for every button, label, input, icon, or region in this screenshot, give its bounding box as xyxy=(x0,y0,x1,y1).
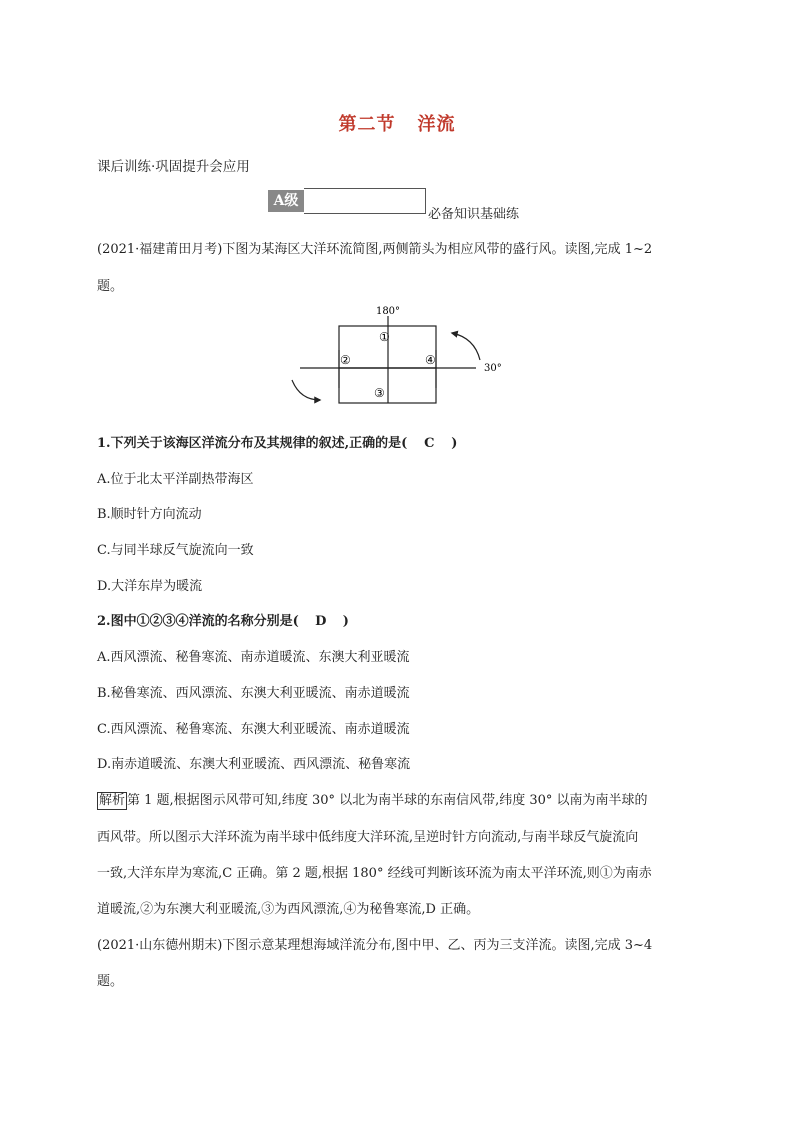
question-2 xyxy=(97,610,349,629)
intro1-line2: 题。 xyxy=(97,279,124,294)
label-180: 180° xyxy=(375,306,401,317)
q1-stem: 1.下列关于该海区洋流分布及其规律的叙述,正确的是( xyxy=(97,436,408,451)
q2-close: ) xyxy=(342,614,349,629)
ocean-circulation-diagram xyxy=(280,300,520,415)
trade-wind-arrow xyxy=(452,333,480,360)
subtitle: 课后训练·巩固提升会应用 xyxy=(97,159,250,175)
q2-answer: D xyxy=(315,614,327,629)
q2-stem: 2.图中①②③④洋流的名称分别是( xyxy=(97,614,299,629)
label-30: 30° xyxy=(484,363,502,374)
analysis-text1: 第 1 题,根据图示风带可知,纬度 30° 以北为南半球的东南信风带,纬度 30° 以南为南半球的 xyxy=(127,793,648,808)
title-section: 第二节 xyxy=(338,114,396,135)
intro2-line1: (2021·山东德州期末)下图示意某理想海域洋流分布,图中甲、乙、丙为三支洋流。读图,完成 3~4 xyxy=(97,938,653,953)
marker-4: ④ xyxy=(425,353,436,367)
q1-option-a: A.位于北太平洋副热带海区 xyxy=(97,472,254,487)
q1-option-c: C.与同半球反气旋流向一致 xyxy=(97,543,254,558)
level-box xyxy=(304,188,426,214)
intro2-line2: 题。 xyxy=(97,974,124,989)
q2-option-a: A.西风漂流、秘鲁寒流、南赤道暖流、东澳大利亚暖流 xyxy=(97,650,410,665)
westerly-arrow xyxy=(292,380,320,400)
marker-1: ① xyxy=(379,330,390,344)
q1-close: ) xyxy=(451,436,458,451)
analysis-tag: 解析 xyxy=(99,793,126,808)
q1-option-b: B.顺时针方向流动 xyxy=(97,507,202,522)
marker-3: ③ xyxy=(374,386,385,400)
marker-2: ② xyxy=(340,353,351,367)
q2-option-c: C.西风漂流、秘鲁寒流、东澳大利亚暖流、南赤道暖流 xyxy=(97,722,410,737)
analysis-line4: 道暖流,②为东澳大利亚暖流,③为西风漂流,④为秘鲁寒流,D 正确。 xyxy=(97,902,480,917)
level-label: 必备知识基础练 xyxy=(428,207,520,222)
analysis-line2: 西风带。所以图示大洋环流为南半球中低纬度大洋环流,呈逆时针方向流动,与南半球反气旋流向 xyxy=(97,830,639,845)
q1-answer: C xyxy=(424,436,435,451)
intro1-line1: (2021·福建莆田月考)下图为某海区大洋环流简图,两侧箭头为相应风带的盛行风。读图,完成 1~2 xyxy=(97,242,653,257)
level-badge: A级 xyxy=(268,190,304,212)
question-1 xyxy=(97,432,457,451)
page-title xyxy=(0,110,794,136)
analysis-line3: 一致,大洋东岸为寒流,C 正确。第 2 题,根据 180° 经线可判断该环流为南太平洋环流,则①为南赤 xyxy=(97,866,652,881)
analysis-line1 xyxy=(97,789,648,810)
q2-option-d: D.南赤道暖流、东澳大利亚暖流、西风漂流、秘鲁寒流 xyxy=(97,757,411,772)
title-topic: 洋流 xyxy=(417,114,456,135)
q2-option-b: B.秘鲁寒流、西风漂流、东澳大利亚暖流、南赤道暖流 xyxy=(97,686,410,701)
q1-option-d: D.大洋东岸为暖流 xyxy=(97,579,203,594)
